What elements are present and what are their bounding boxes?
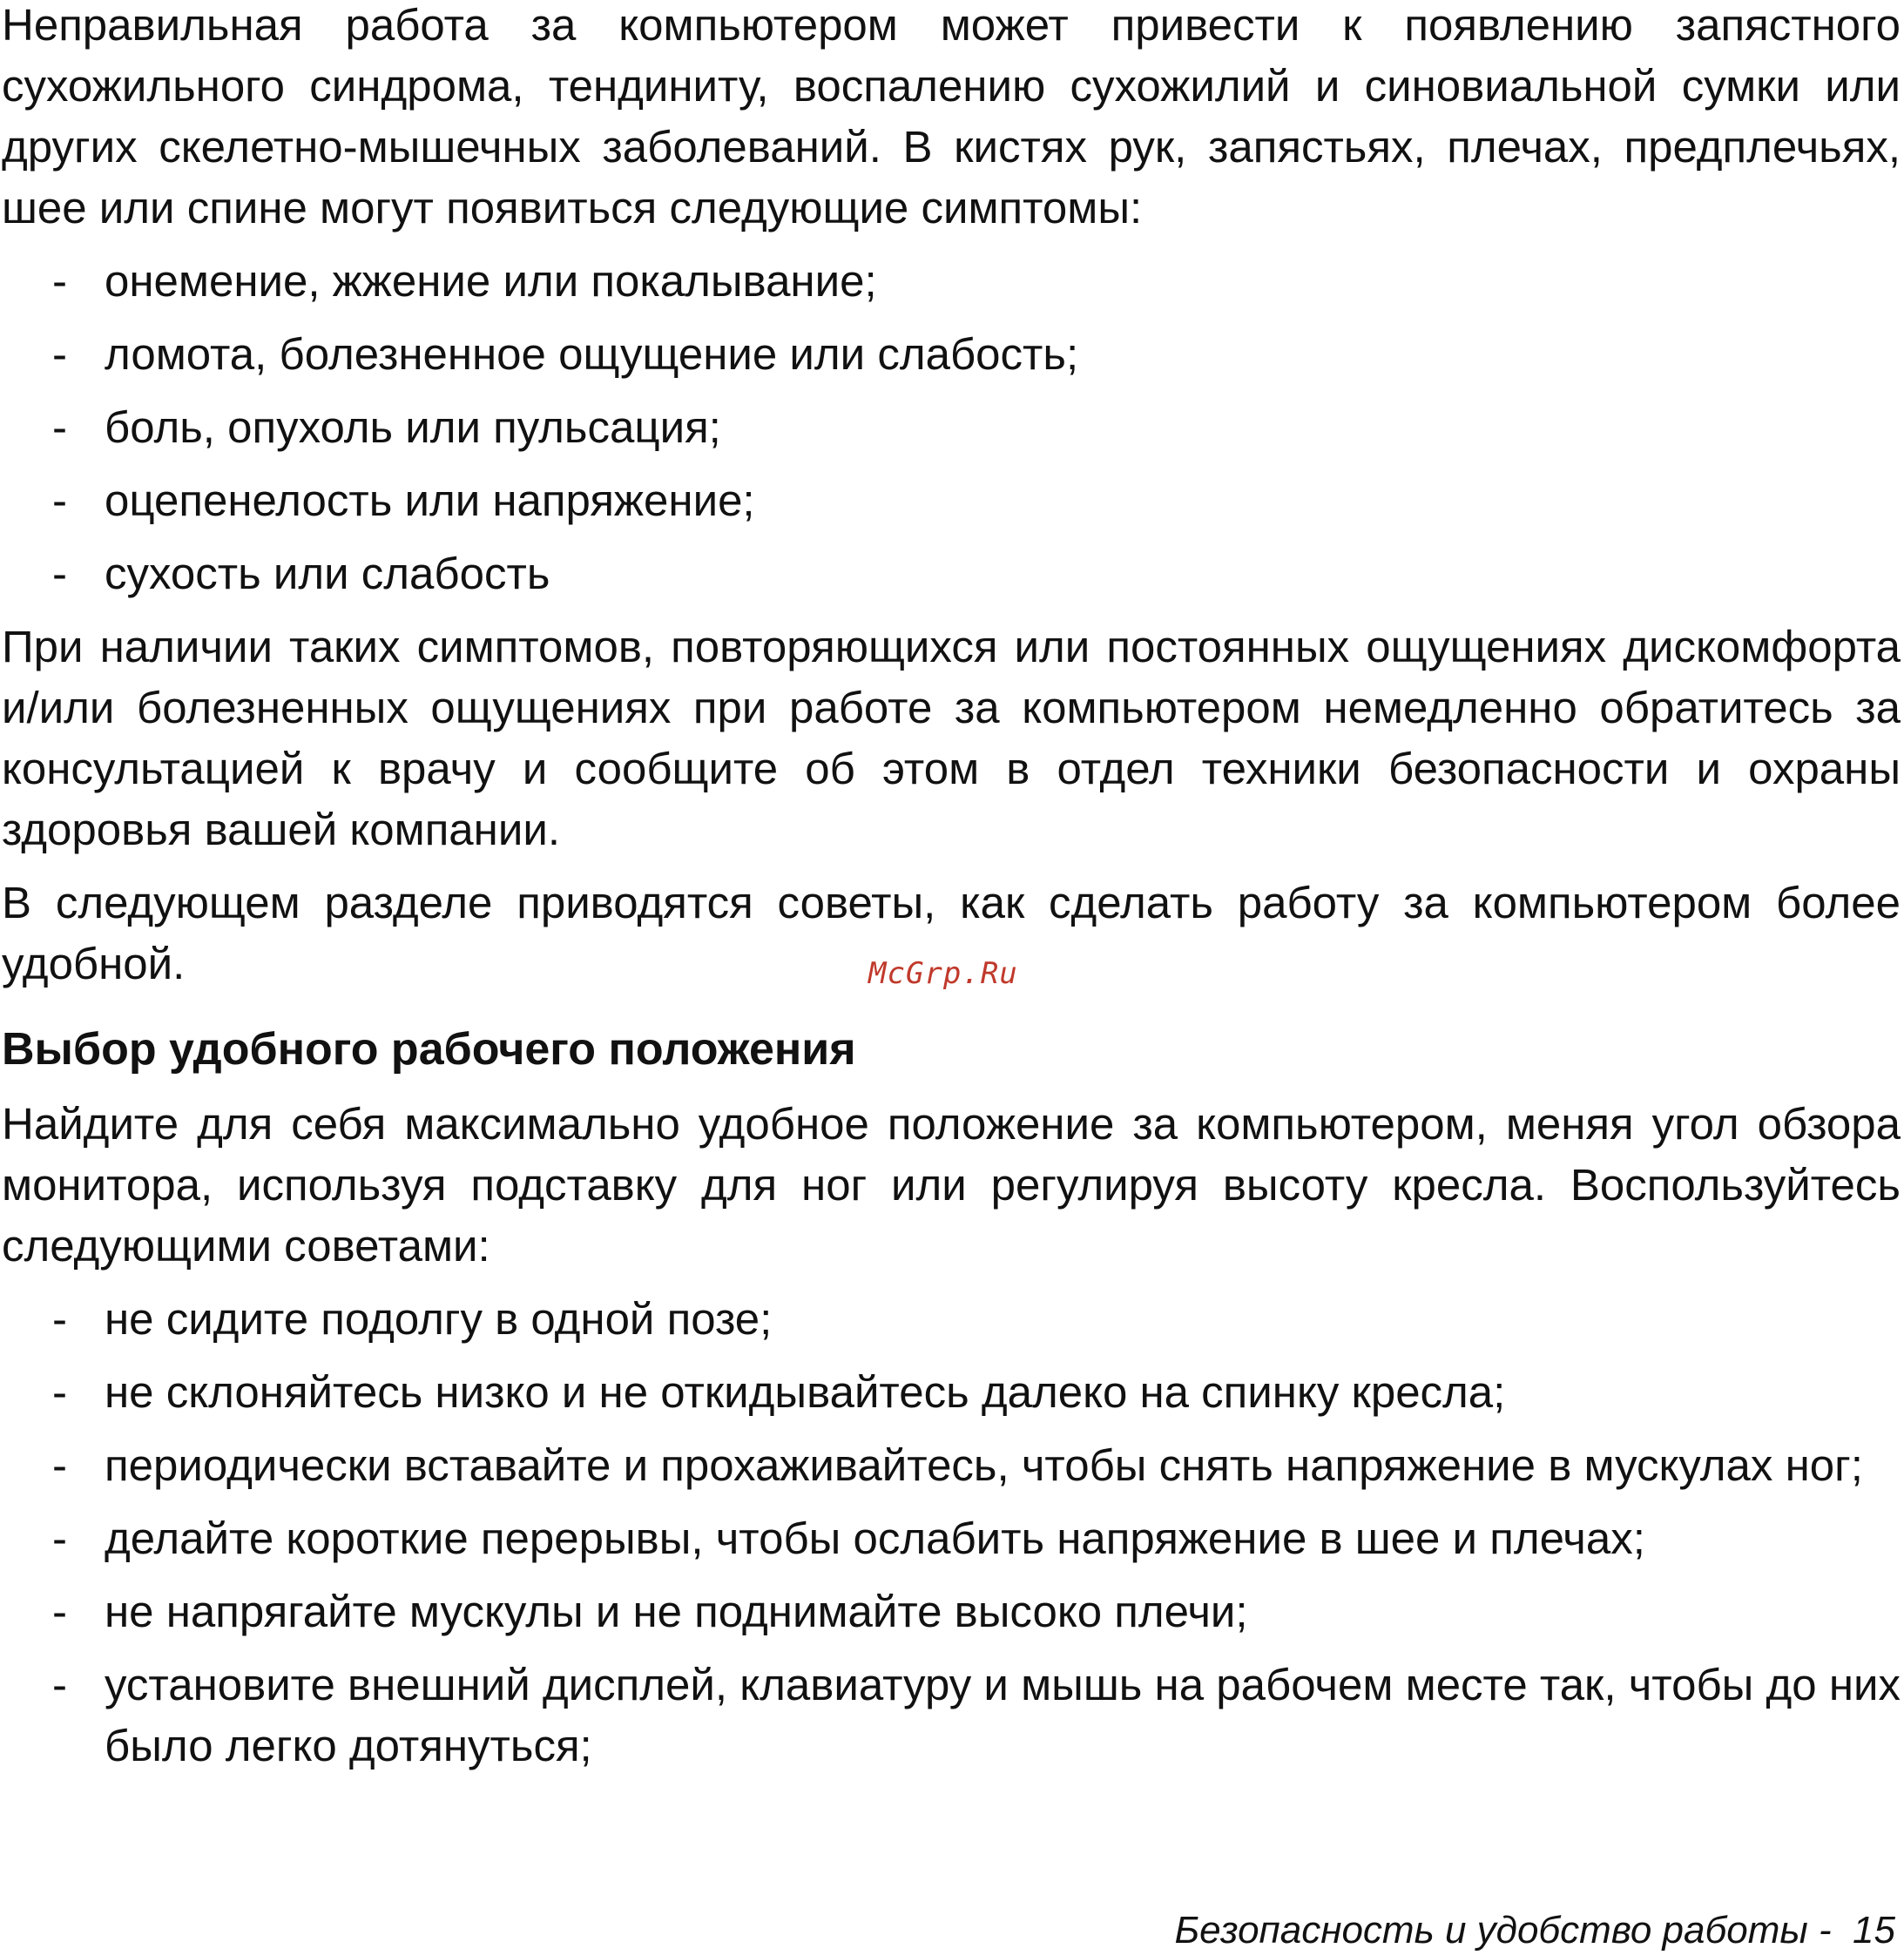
list-item [2, 397, 1901, 458]
list-item [2, 1435, 1901, 1496]
symptoms-list [2, 251, 1901, 604]
tip-text: не напрягайте мускулы и не поднимайте высоко плечи; [105, 1587, 1248, 1636]
list-item [2, 324, 1901, 385]
tip-text: установите внешний дисплей, клавиатуру и мышь на рабочем месте так, чтобы до них было легко дотянуться; [105, 1660, 1901, 1770]
symptom-text: онемение, жжение или покалывание; [105, 256, 877, 306]
footer-section-title: Безопасность и удобство работы [1174, 1909, 1808, 1952]
page-number: 15 [1853, 1909, 1895, 1952]
intro-paragraph: Неправильная работа за компьютером может привести к появлению запястного сухожильного синдрома, тендиниту, воспалению сухожилий и синовиальной сумки или других скелетно-мышечных заболеваний. В кистях рук, запястьях, плечах, предплечьях, шее или спине могут появиться следующие симптомы: [2, 0, 1901, 233]
advice-paragraph: При наличии таких симптомов, повторяющихся или постоянных ощущениях дискомфорта и/или болезненных ощущениях при работе за компьютером немедленно обратитесь за консультацией к врачу и сообщите об этом в отдел техники безопасности и охраны здоровья вашей компании. [2, 622, 1901, 854]
next-section-paragraph: В следующем разделе приводятся советы, как сделать работу за компьютером более удобной. [2, 878, 1901, 988]
list-marker: - [52, 256, 67, 306]
list-item [2, 1581, 1901, 1642]
tip-text: делайте короткие перерывы, чтобы ослабить напряжение в шее и плечах; [105, 1513, 1645, 1563]
list-item [2, 251, 1901, 312]
symptom-text: ломота, болезненное ощущение или слабость; [105, 329, 1079, 379]
list-marker: - [52, 1660, 67, 1709]
list-marker: - [52, 549, 67, 598]
page-content [2, 0, 1901, 1789]
watermark: McGrp.Ru [868, 956, 1018, 991]
section-heading: Выбор удобного рабочего положения [2, 1024, 856, 1075]
list-item [2, 1508, 1901, 1569]
list-marker: - [52, 1294, 67, 1344]
list-marker: - [52, 402, 67, 452]
page-footer [1175, 1909, 1895, 1952]
list-marker: - [52, 1440, 67, 1490]
list-marker: - [52, 329, 67, 379]
tip-text: не сидите подолгу в одной позе; [105, 1294, 773, 1344]
symptom-text: оцепенелость или напряжение; [105, 475, 755, 525]
tips-list [2, 1289, 1901, 1776]
list-item [2, 1362, 1901, 1423]
list-item [2, 543, 1901, 604]
list-marker: - [52, 1513, 67, 1563]
list-item [2, 1655, 1901, 1776]
list-marker: - [52, 1587, 67, 1636]
list-item [2, 1289, 1901, 1350]
list-item [2, 470, 1901, 531]
symptom-text: боль, опухоль или пульсация; [105, 402, 721, 452]
symptom-text: сухость или слабость [105, 549, 550, 598]
tip-text: периодически вставайте и прохаживайтесь, чтобы снять напряжение в мускулах ног; [105, 1440, 1863, 1490]
list-marker: - [52, 1367, 67, 1417]
position-paragraph: Найдите для себя максимально удобное положение за компьютером, меняя угол обзора монитора, используя подставку для ног или регулируя высоту кресла. Воспользуйтесь следующими советами: [2, 1099, 1901, 1271]
footer-separator: - [1807, 1909, 1853, 1952]
tip-text: не склоняйтесь низко и не откидывайтесь далеко на спинку кресла; [105, 1367, 1506, 1417]
list-marker: - [52, 475, 67, 525]
